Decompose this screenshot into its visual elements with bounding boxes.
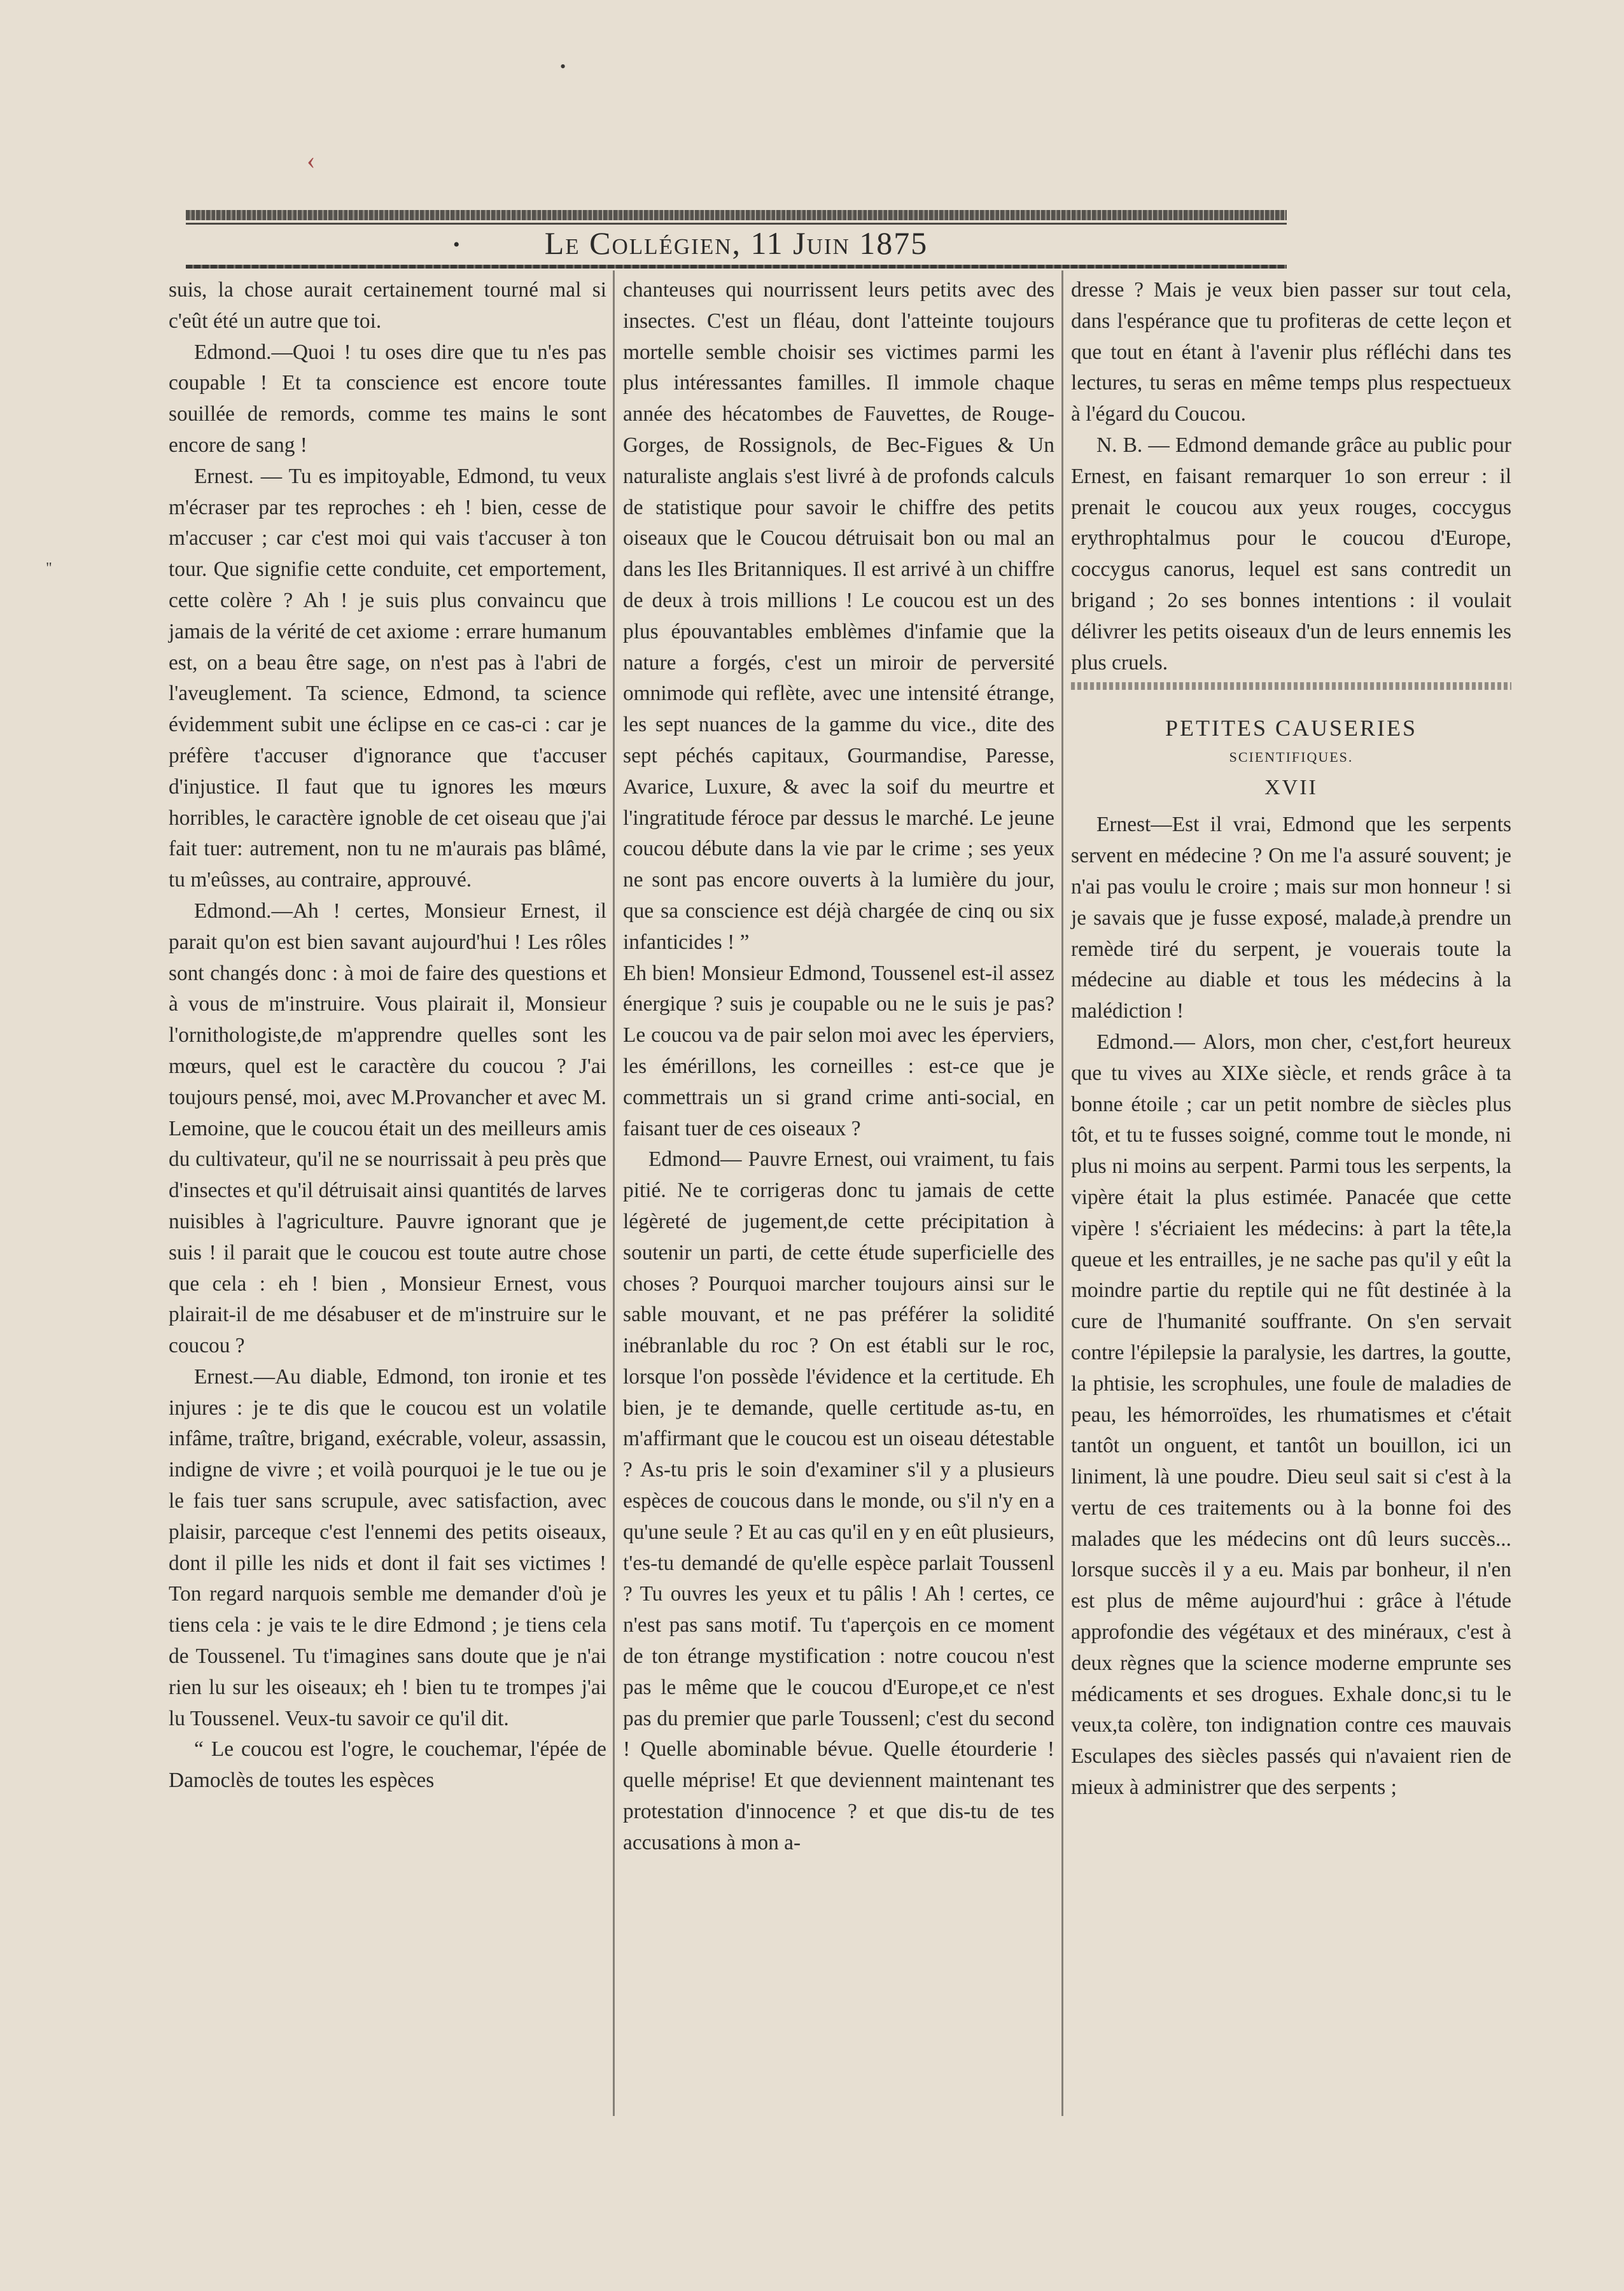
column-divider: [1061, 270, 1063, 2116]
running-header: Le Collégien, 11 Juin 1875: [544, 225, 928, 261]
section-number: XVII: [1264, 776, 1318, 800]
red-ink-mark: ‹: [307, 146, 316, 174]
section-heading: [1071, 711, 1511, 806]
header-ornamental-rule: [186, 210, 1287, 220]
column-1: [169, 275, 606, 2108]
header-under-rule: [186, 265, 1287, 269]
paragraph: “ Le coucou est l'ogre, le couchemar, l'épée de Damoclès de toutes les espèces: [169, 1737, 606, 1793]
paragraph: Eh bien! Monsieur Edmond, Toussenel est-il assez énergique ? suis je coupable ou ne le suis je pas? Le coucou va de pair selon moi avec les éperviers, les émérillons, les corneilles : est-ce que je commettrais un si grand crime anti-social, en faisant tuer de ces oiseaux ?: [623, 961, 1054, 1140]
section-separator: [1071, 682, 1511, 690]
column-divider: [613, 270, 615, 2116]
section-subtitle: SCIENTIFIQUES.: [1229, 749, 1354, 766]
paragraph: Ernest—Est il vrai, Edmond que les serpents servent en médecine ? On me l'a assuré souvent; je n'ai pas voulu le croire ; mais sur mon honneur ! si je savais que je fusse exposé, malade,à prendre un remède tiré du serpent, je vouerais toute la médecine au diable et tous les médecins à la malédiction !: [1071, 813, 1511, 1023]
paragraph: suis, la chose aurait certainement tourné mal si c'eût été un autre que toi.: [169, 278, 606, 333]
paragraph: dresse ? Mais je veux bien passer sur tout cela, dans l'espérance que tu profiteras de cette leçon et que tout en étant à l'avenir plus réfléchi dans tes lectures, tu seras en même temps plus respectueux à l'égard du Coucou.: [1071, 278, 1511, 426]
paragraph: Edmond.—Ah ! certes, Monsieur Ernest, il parait qu'on est bien savant aujourd'hui ! Les rôles sont changés donc : à moi de faire des questions et à vous de m'instruire. Vous plairait il, Monsieur l'ornithologiste,de m'apprendre quelles sont les mœurs, quel est le caractère du coucou ? J'ai toujours pensé, moi, avec M.Provancher et avec M. Lemoine, que le coucou était un des meilleurs amis du cultivateur, qu'il ne se nourrissait à peu près que d'insectes et qu'il détruisait ainsi quantités de larves nuisibles à l'agriculture. Pauvre ignorant que je suis ! il parait que le coucou est toute autre chose que cela : eh ! bien , Monsieur Ernest, vous plairait-il de me désabuser et de m'instruire sur le coucou ?: [169, 899, 607, 1358]
paragraph: Edmond.— Alors, mon cher, c'est,fort heureux que tu vives au XIXe siècle, et rends grâce à ta bonne étoile ; car un petit nombre de siècles plus tôt, et tu te fusses soigné, comme tout le monde, ni plus ni moins au serpent. Parmi tous les serpents, la vipère était la plus estimée. Panacée que cette vipère ! s'écriaient les médecins: à part la tête,la queue et les entrailles, je ne sache pas qu'il y eût la moindre partie du reptile qui ne fût destinée à la cure de l'humanité souffrante. On s'en servait contre l'épilepsie la paralysie, les dartres, la goutte, la phtisie, les scrophules, une foule de maladies de peau, les hémorroïdes, les rhumatismes et c'était tantôt un onguent, et tantôt un bouillon, ici un liniment, là une poudre. Dieu seul sait si c'est à la vertu de ces traitements ou à la bonne foi des malades que les médecins ont dû leurs succès... lorsque succès il y a eu. Mais par bonheur, il n'en est plus de même aujourd'hui : grâce à l'étude approfondie des végétaux et des minéraux, c'est à deux règnes que la science moderne emprunte ses médicaments et ses drogues. Exhale donc,si tu le veux,ta colère, ton indignation contre ces mauvais Esculapes des siècles passés qui n'avaient rien de mieux à administrer que des serpents ;: [1071, 1030, 1511, 1800]
paper-speck: ": [46, 560, 52, 577]
paper-speck: •: [560, 57, 566, 76]
paragraph: Ernest. — Tu es impitoyable, Edmond, tu veux m'écraser par tes reproches : eh ! bien, cesse de m'accuser ; car c'est moi qui vais t'accuser à ton tour. Que signifie cette conduite, cet emportement, cette colère ? Ah ! je suis plus convaincu que jamais de la vérité de cet axiome : errare humanum est, on a beau être sage, on n'est pas à l'abri de l'aveuglement. Ta science, Edmond, ta science évidemment subit une éclipse en ce cas-ci : car je préfère t'accuser d'ignorance que t'accuser d'injustice. Il faut que tu ignores les mœurs horribles, le caractère ignoble de cet oiseau que j'ai fait tuer: autrement, non tu ne m'aurais pas blâmé, tu m'eûsses, au contraire, approuvé.: [169, 464, 606, 892]
paragraph: Ernest.—Au diable, Edmond, ton ironie et tes injures : je te dis que le coucou est un volatile infâme, traître, brigand, exécrable, voleur, assassin, indigne de vivre ; et voilà pourquoi je le tue ou je le fais tuer sans scrupule, avec satisfaction, avec plaisir, parceque c'est l'ennemi des petits oiseaux, dont il pille les nids et dont il fait ses victimes ! Ton regard narquois semble me demander d'où je tiens cela : je vais te le dire Edmond ; je tiens cela de Toussenel. Tu t'imagines sans doute que je n'ai rien lu sur les oiseaux; eh ! bien tu te trompes j'ai lu Toussenel. Veux-tu savoir ce qu'il dit.: [169, 1364, 606, 1730]
section-title: PETITES CAUSERIES: [1165, 715, 1418, 741]
paragraph: N. B. — Edmond demande grâce au public pour Ernest, en faisant remarquer 1o son erreur : il prenait le coucou aux yeux rouges, coccygus erythrophtalmus pour le coucou d'Europe, coccygus canorus, lequel est sans contredit un brigand ; 2o ses bonnes intentions : il voulait délivrer les petits oiseaux d'un de leurs ennemis les plus cruels.: [1071, 433, 1511, 675]
paragraph: Edmond.—Quoi ! tu oses dire que tu n'es pas coupable ! Et ta conscience est encore toute souillée de remords, comme tes mains le sont encore de sang !: [169, 340, 606, 457]
column-3: [1071, 275, 1511, 2108]
issue-date: 11 Juin 1875: [750, 225, 928, 261]
paragraph: Edmond— Pauvre Ernest, oui vraiment, tu fais pitié. Ne te corrigeras donc tu jamais de cette légèreté de jugement,de cette précipitation à soutenir un parti, de cette étude superficielle des choses ? Pourquoi marcher toujours ainsi sur le sable mouvant, et ne pas préférer la solidité inébranlable du roc ? On est établi sur le roc, lorsque l'on possède l'évidence et la certitude. Eh bien, je te demande, quelle certitude as-tu, en m'affirmant que le coucou est un oiseau détestable ? As-tu pris le soin d'examiner s'il y a plusieurs espèces de coucous dans le monde, ou s'il n'y en a qu'une seule ? Et au cas qu'il en y en eût plusieurs, t'es-tu demandé de qu'elle espèce parlait Toussenl ? Tu ouvres les yeux et tu pâlis ! Ah ! certes, ce n'est pas sans motif. Tu t'aperçois en ce moment de ton étrange mystification : notre coucou n'est pas le même que le coucou d'Europe,et ce n'est pas du premier que parle Toussenl; c'est du second ! Quelle abominable bévue. Quelle étourderie ! quelle méprise! Et que deviennent maintenant tes protestation d'innocence ? et que dis-tu de tes accusations à mon a-: [623, 1147, 1054, 1854]
header-dot: •: [453, 234, 460, 255]
column-2: [623, 275, 1054, 2108]
publication-title: Le Collégien: [544, 225, 732, 261]
paragraph: chanteuses qui nourrissent leurs petits avec des insectes. C'est un fléau, dont l'atteinte toujours mortelle semble choisir ses victimes parmi les plus intéressantes familles. Il immole chaque année des hécatombes de Fauvettes, de Rouge-Gorges, de Rossignols, de Bec-Figues & Un naturaliste anglais s'est livré à de profonds calculs de statistique pour savoir le chiffre des petits oiseaux que le Coucou détruisait bon ou mal an dans les Iles Britanniques. Il est arrivé à un chiffre de deux à trois millions ! Le coucou est un des plus épouvantables emblèmes d'infamie que la nature a forgés, c'est un miroir de perversité omnimode qui reflète, avec une intensité étrange, les sept nuances de la gamme du vice., dite des sept péchés capitaux, Gourmandise, Paresse, Avarice, Luxure, & avec la soif du meurtre et l'ingratitude féroce par dessus le marché. Le jeune coucou débute dans la vie par le crime ; ses yeux ne sont pas encore ouverts à la lumière du jour, que sa conscience est déjà chargée de cinq ou six infanticides ! ”: [623, 278, 1054, 954]
